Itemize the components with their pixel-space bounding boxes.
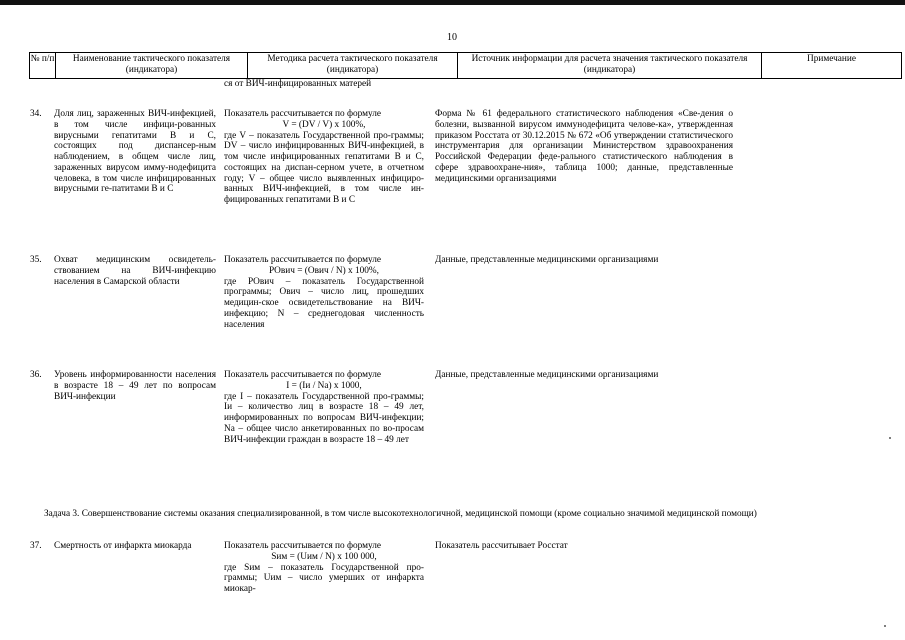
row-36-name: Уровень информированности населения в возрасте 18 – 49 лет по вопросам ВИЧ-инфекции — [54, 370, 216, 402]
top-border — [0, 0, 905, 5]
row-37-method-rest: где Sим – показатель Государственной про-граммы; Uим – число умерших от инфаркта миокар- — [224, 562, 424, 595]
scan-speck — [889, 437, 891, 439]
header-note: Примечание — [761, 53, 902, 78]
row-34-formula: V = (DV / V) х 100%, — [282, 119, 366, 130]
header-source: Источник информации для расчета значения тактического показателя (индикатора) — [457, 53, 761, 78]
row-37-method-intro: Показатель рассчитывается по формуле — [224, 541, 382, 551]
row-34-method-intro: Показатель рассчитывается по формуле — [224, 109, 382, 119]
row-35-name: Охват медицинским освидетель-ствованием на ВИЧ-инфекцию населения в Самарской области — [54, 255, 216, 287]
row-34-method-rest: где V – показатель Государственной про-граммы; DV – число инфицированных ВИЧ-инфекцией, в том числе инфицированных гепатитами В и С, состоящих на диспан-серном учете, в отчетном году; V – общее число выявленных инфициро-ванных ВИЧ-инфекцией, в том числе ин-фицированных гепатитами В и С — [224, 130, 424, 206]
row-36-num: 36. — [30, 370, 42, 380]
row-35-num: 35. — [30, 255, 42, 265]
row-34-source: Форма № 61 федерального статистического наблюдения «Све-дения о болезни, вызванной вирусом иммунодефицита челове-ка», утвержденная приказом Росстата от 30.12.2015 № 672 «Об утверждении статистического инструментария для организации Министерством здравоохранения Российской Федерации феде-рального статистического наблюдения в сфере здравоохране-ния», таблица 1000; данные, представленные медицинскими организациями — [435, 109, 733, 184]
row-36-method-intro: Показатель рассчитывается по формуле — [224, 370, 382, 380]
continuation-text: ся от ВИЧ-инфицированных матерей — [224, 79, 372, 89]
row-35-formula: POвич = (Oвич / N) х 100%, — [268, 265, 380, 276]
row-34-num: 34. — [30, 109, 42, 119]
row-37-name: Смертность от инфаркта миокарда — [54, 541, 192, 551]
table-header — [29, 52, 902, 79]
row-37-method — [224, 541, 424, 595]
header-num: № п/п — [29, 53, 55, 78]
row-36-formula: I = (Iи / Nа) х 1000, — [286, 380, 362, 391]
row-36-method-rest: где I – показатель Государственной про-граммы; Iи – количество лиц в возрасте 18 – 49 лет, информированных по вопросам ВИЧ-инфекции; Nа – общее число анкетированных по во-просам ВИЧ-инфекции граждан в возрасте 18 – 49 лет — [224, 391, 424, 445]
row-34-name: Доля лиц, зараженных ВИЧ-инфекцией, в том числе инфици-рованных вирусными гепатитами В и С, состоящих под диспансер-ным наблюдением, в общем числе лиц, зараженных вирусом имму-нодефицита человека, в том числе инфицированных вирусными ге-патитами В и С — [54, 109, 216, 195]
header-name: Наименование тактического показателя (индикатора) — [55, 53, 247, 78]
row-35-method-intro: Показатель рассчитывается по формуле — [224, 255, 382, 265]
header-method: Методика расчета тактического показателя (индикатора) — [247, 53, 457, 78]
row-37-formula: Sим = (Uим / N) х 100 000, — [271, 551, 377, 562]
task-3-heading: Задача 3. Совершенствование системы оказания специализированной, в том числе высокотехнологичной, медицинской помощи (кроме социально значимой медицинской помощи) — [44, 509, 757, 519]
row-37-num: 37. — [30, 541, 42, 551]
row-34-method — [224, 109, 424, 206]
row-36-method — [224, 370, 424, 445]
scan-speck — [884, 625, 886, 627]
row-35-method — [224, 255, 424, 330]
row-35-method-rest: где POвич – показатель Государственной программы; Oвич – число лиц, прошедших медицин-ское освидетельствование на ВИЧ-инфекцию; N – среднегодовая численность населения — [224, 276, 424, 330]
row-37-source: Показатель рассчитывает Росстат — [435, 541, 568, 551]
row-36-source: Данные, представленные медицинскими организациями — [435, 370, 659, 380]
page-number: 10 — [447, 32, 457, 43]
row-35-source: Данные, представленные медицинскими организациями — [435, 255, 659, 265]
